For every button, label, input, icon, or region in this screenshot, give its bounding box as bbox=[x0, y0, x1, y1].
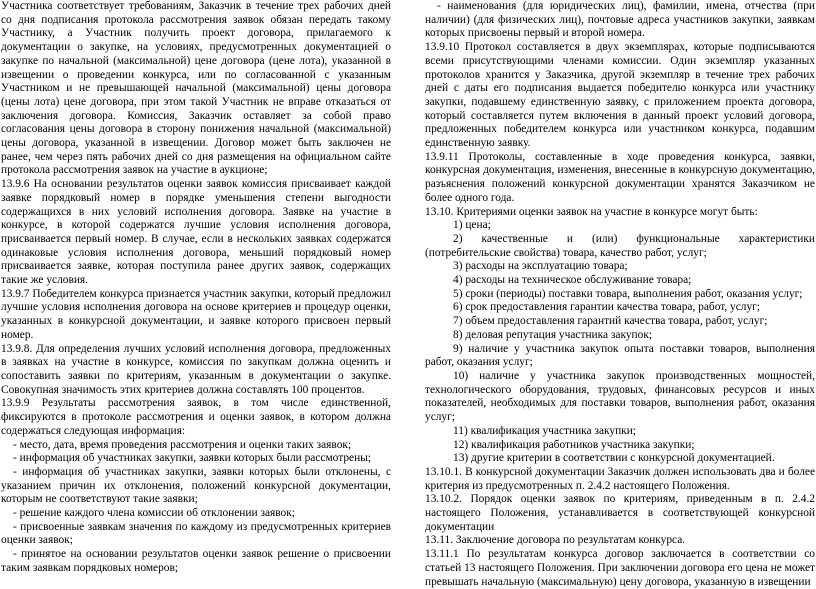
paragraph: 13.11.1 По результатам конкурса договор заключается в соответствии со статьей 13 настоящего Положения. При заключении договора его цена не может превышать начальную (максимальную) цену договора, указанную в извещении bbox=[425, 548, 815, 588]
left-text-column bbox=[1, 0, 391, 574]
paragraph: 13.9.6 На основании результатов оценки заявок комиссия присваивает каждой заявке порядковый номер в порядке уменьшения степени выгодности содержащихся в них условий исполнения договора. Заявке на участие в конкурсе, в которой содержатся лучшие условия исполнения договора, присваивается первый номер. В случае, если в нескольких заявках содержатся одинаковые условия исполнения договора, меньший порядковый номер присваивается заявке, которая поступила ранее других заявок, содержащих такие же условия. bbox=[1, 178, 391, 287]
paragraph: 13.9.9 Результаты рассмотрения заявок, в том числе единственной, фиксируются в протоколе рассмотрения и оценки заявок, в котором должна содержаться следующая информация: bbox=[1, 397, 391, 437]
paragraph: 13.9.8. Для определения лучших условий исполнения договора, предложенных в заявках на участие в конкурсе, комиссия по закупкам должна оценить и сопоставить заявки по критериям, указанным в документации о закупке. Совокупная значимость этих критериев должна составлять 100 процентов. bbox=[1, 342, 391, 396]
criteria-item: 6) срок предоставления гарантии качества товара, работ, услуг; bbox=[453, 301, 761, 314]
criteria-item: 11) квалификация участника закупки; bbox=[453, 424, 636, 437]
criteria-item: 9) наличие у участника закупок опыта поставки товаров, выполнения работ, оказания услуг; bbox=[425, 342, 815, 369]
criteria-item: 12) квалификация работников участника закупки; bbox=[453, 438, 695, 451]
paragraph: 13.11. Заключение договора по результатам конкурса. bbox=[425, 534, 686, 547]
paragraph: 13.10.1. В конкурсной документации Заказчик должен использовать два и более критерия из предусмотренных п. 2.4.2 настоящего Положения. bbox=[425, 465, 815, 492]
paragraph: 13.10. Критериями оценки заявок на участие в конкурсе могут быть: bbox=[425, 205, 758, 218]
list-item: - информация об участниках закупки, заявки которых были рассмотрены; bbox=[13, 452, 371, 465]
list-item: - принятое на основании результатов оценки заявок решение о присвоении таким заявкам порядковых номеров; bbox=[1, 548, 391, 574]
paragraph: 13.9.11 Протоколы, составленные в ходе проведения конкурса, заявки, конкурсная документация, изменения, внесенные в конкурсную документацию, разъяснения положений конкурсной документации хранятся Заказчиком не более одного года. bbox=[425, 150, 815, 204]
criteria-item: 3) расходы на эксплуатацию товара; bbox=[453, 260, 628, 273]
list-item: - присвоенные заявкам значения по каждому из предусмотренных критериев оценки заявок; bbox=[1, 520, 391, 547]
list-item: - информация об участниках закупки, заявки которых были отклонены, с указанием причин их отклонения, положений конкурсной документации, которым не соответствуют такие заявки; bbox=[1, 465, 391, 506]
criteria-item: 13) другие критерии в соответствии с конкурсной документацией. bbox=[453, 452, 775, 465]
right-text-column bbox=[425, 0, 815, 588]
list-item: - решение каждого члена комиссии об отклонении заявок; bbox=[13, 507, 295, 520]
criteria-item: 8) деловая репутация участника закупок; bbox=[453, 328, 653, 341]
criteria-item: 5) сроки (периоды) поставки товара, выполнения работ, оказания услуг; bbox=[453, 287, 803, 300]
list-item: - место, дата, время проведения рассмотрения и оценки таких заявок; bbox=[13, 438, 352, 451]
paragraph: Участника соответствует требованиям, Заказчик в течение трех рабочих дней со дня подписания протокола рассмотрения заявок обязан передать такому Участнику, а Участник получить проект договора, прилагаемого к документации о закупке, на условиях, предусмотренных документацией о закупке по начальной (максимальной) цене договора (цене лота), указанной в извещении о проведении конкурса, или по согласованной с указанным Участником и не превышающей начальной (максимальной) цены договора (цены лота) цене договора, при этом такой Участник не вправе отказаться от заключения договора. Комиссия, Заказчик оставляет за собой право согласования цены договора в сторону понижения начальной (максимальной) цены договора, указанной в извещении. Договор может быть заключен не ранее, чем через пять рабочих дней со дня размещения на официальном сайте протокола рассмотрения заявок на участие в аукционе; bbox=[1, 0, 391, 177]
paragraph: 13.9.7 Победителем конкурса признается участник закупки, который предложил лучшие условия исполнения договора на основе критериев и процедур оценки, указанных в конкурсной документации, и заявке которого присвоен первый номер. bbox=[1, 287, 391, 341]
criteria-item: 10) наличие у участника закупок производственных мощностей, технологического оборудования, трудовых, финансовых ресурсов и иных показателей, необходимых для поставки товаров, выполнения работ, оказания услуг; bbox=[425, 369, 815, 424]
criteria-item: 4) расходы на техническое обслуживание товара; bbox=[453, 274, 692, 287]
paragraph: 13.9.10 Протокол составляется в двух экземплярах, которые подписываются всеми присутствующими членами комиссии. Один экземпляр указанных протоколов хранится у Заказчика, другой экземпляр в течение трех рабочих дней с даты его подписания выдается победителю конкурса или участнику закупки, подавшему единственную заявку, с приложением проекта договора, который составляется путем включения в данный проект условий договора, предложенных победителем конкурса или участником конкурса, подавшим единственную заявку. bbox=[425, 41, 815, 150]
criteria-item: 1) цена; bbox=[453, 219, 491, 232]
criteria-item: 7) объем предоставления гарантий качества товара, работ, услуг; bbox=[453, 315, 768, 328]
paragraph: 13.10.2. Порядок оценки заявок по критериям, приведенным в п. 2.4.2 настоящего Положения, устанавливается в соответствующей конкурсной документации bbox=[425, 493, 815, 533]
criteria-item: 2) качественные и (или) функциональные характеристики (потребительские свойства) товара, качество работ, услуг; bbox=[425, 232, 815, 259]
list-item: - наименования (для юридических лиц), фамилии, имена, отчества (при наличии) (для физических лиц), почтовые адреса участников закупки, заявкам которых присвоены первый и второй номера. bbox=[425, 0, 815, 40]
